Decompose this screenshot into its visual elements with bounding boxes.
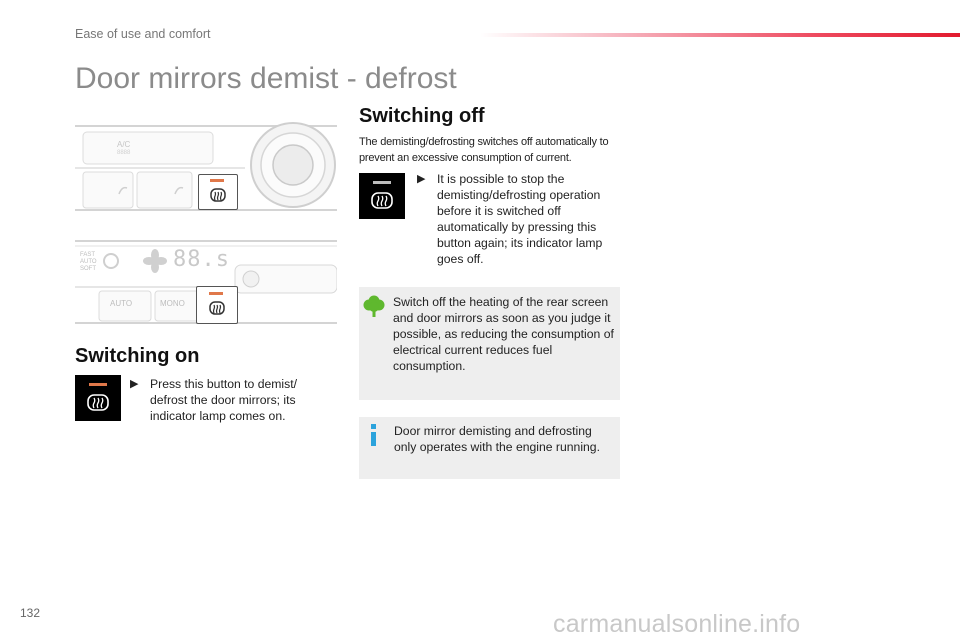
ac-sub-label: 8888 — [117, 150, 131, 156]
tree-icon — [363, 294, 385, 318]
control-panel-bottom-illustration — [75, 237, 337, 327]
control-panel-top-illustration — [75, 118, 337, 218]
mirror-defrost-icon — [208, 299, 226, 317]
mirror-defrost-icon — [87, 393, 109, 413]
indicator-lamp-top — [210, 179, 224, 182]
switching-on-heading: Switching on — [75, 345, 200, 367]
defrost-button-bottom[interactable] — [196, 286, 238, 324]
mirror-defrost-icon — [371, 191, 393, 211]
info-note-box — [359, 417, 620, 479]
mono-button-label: MONO — [160, 299, 185, 308]
switching-off-heading: Switching off — [359, 105, 485, 127]
switching-off-bullet-item — [417, 171, 612, 267]
page-number: 132 — [20, 606, 41, 620]
info-note-text: Door mirror demisting and defrosting only operates with the engine running. — [394, 424, 600, 454]
indicator-lamp-off — [373, 181, 391, 184]
indicator-lamp-bottom — [209, 292, 223, 295]
header-accent-bar — [480, 33, 960, 37]
soft-label: SOFT — [80, 266, 96, 272]
watermark: carmanualsonline.info — [553, 610, 801, 638]
mirror-defrost-icon — [209, 186, 227, 204]
defrost-button-top[interactable] — [198, 174, 238, 210]
switching-on-text: Press this button to demist/ defrost the door mirrors; its indicator lamp comes on. — [150, 377, 297, 423]
bullet-marker: ▶ — [130, 378, 139, 390]
switching-on-bullet-item — [130, 376, 310, 424]
info-icon — [369, 424, 379, 446]
eco-note-box — [359, 287, 620, 400]
bullet-marker: ▶ — [417, 173, 426, 185]
auto-mode-label: AUTO — [80, 259, 97, 265]
indicator-lamp-on — [89, 383, 107, 386]
temperature-display: 88.s — [173, 247, 230, 272]
fast-label: FAST — [80, 252, 96, 258]
defrost-button-off-icon — [359, 173, 405, 219]
switching-off-text: It is possible to stop the demisting/defrosting operation before it is switched off automatically by pressing this button again; its indicator lamp goes off. — [437, 172, 603, 266]
page-title: Door mirrors demist - defrost — [75, 62, 457, 95]
eco-note-text: Switch off the heating of the rear screen and door mirrors as soon as you judge it possible, as reducing the consumption of electrical current reduces fuel consumption. — [393, 295, 614, 373]
defrost-button-on-icon — [75, 375, 121, 421]
ac-label: A/C — [117, 140, 131, 149]
auto-button-label: AUTO — [110, 299, 133, 308]
section-header: Ease of use and comfort — [75, 27, 211, 41]
switching-off-intro: The demisting/defrosting switches off automatically to prevent an excessive consumption of current. — [359, 136, 609, 164]
